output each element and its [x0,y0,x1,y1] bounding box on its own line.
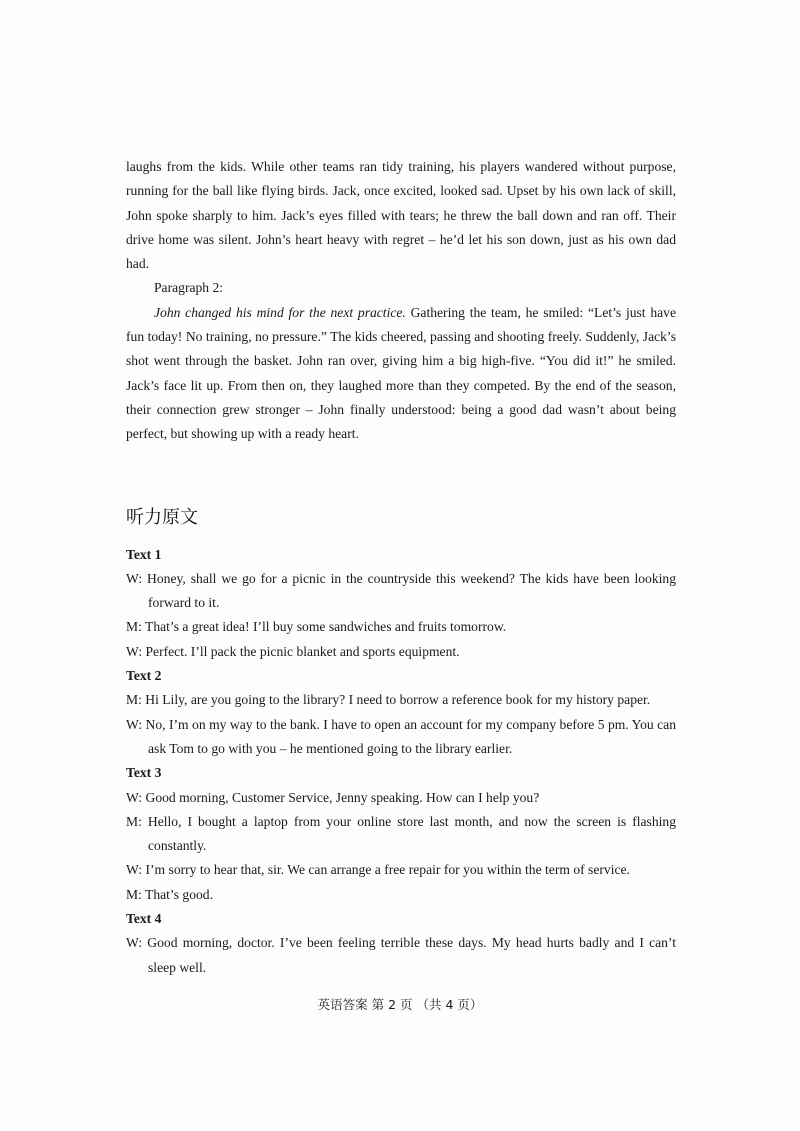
dialogue-line: W: Good morning, doctor. I’ve been feeling terrible these days. My head hurts badly and I can’t sleep well. [126,935,676,975]
paragraph-2-label: Paragraph 2: [154,280,224,296]
text-4-heading: Text 4 [126,911,162,927]
dialogue-line: W: Honey, shall we go for a picnic in the countryside this weekend? The kids have been looking forward to it. [126,570,676,611]
page-content [126,155,676,980]
dialogue-line: M: That’s good. [126,886,213,902]
dialogue-line: W: I’m sorry to hear that, sir. We can arrange a free repair for you within the term of service. [126,862,630,878]
paragraph-2-body [126,301,676,447]
paragraph-2-lead-sentence: John changed his mind for the next practice. [154,304,406,320]
dialogue-line: M: Hello, I bought a laptop from your online store last month, and now the screen is flashing constantly. [126,813,676,854]
dialogue-line: M: Hi Lily, are you going to the library? I need to borrow a reference book for my history paper. [126,692,651,708]
paragraph-2-rest: Gathering the team, he smiled: “Let’s just have fun today! No training, no pressure.” The kids cheered, passing and shooting freely. Suddenly, Jack’s shot went through the basket. John ran over, giving him a big high-five. “You did it!” he smiled. Jack’s face lit up. From then on, they laughed more than they competed. By the end of the season, their connection grew stronger – John finally understood: being a good dad wasn’t about being perfect, but showing up with a ready heart. [126,304,676,442]
page-footer: 英语答案 第 2 页 （共 4 页） [317,997,483,1012]
text-3-heading: Text 3 [126,765,162,781]
listening-section-title: 听力原文 [126,506,198,528]
text-2-heading: Text 2 [126,668,162,684]
paragraph-1-continuation: laughs from the kids. While other teams ran tidy training, his players wandered without purpose, running for the ball like flying birds. Jack, once excited, looked sad. Upset by his own lack of skill, John spoke sharply to him. Jack’s eyes filled with tears; he threw the ball down and ran off. Their drive home was silent. John’s heart heavy with regret – he’d let his son down, just as his own dad had. [126,159,676,272]
dialogue-line: W: Good morning, Customer Service, Jenny speaking. How can I help you? [126,789,540,805]
text-1-heading: Text 1 [126,546,162,562]
dialogue-line: W: Perfect. I’ll pack the picnic blanket and sports equipment. [126,643,460,659]
dialogue-line: W: No, I’m on my way to the bank. I have to open an account for my company before 5 pm. You can ask Tom to go with you – he mentioned going to the library earlier. [126,716,676,756]
dialogue-line: M: That’s a great idea! I’ll buy some sandwiches and fruits tomorrow. [126,619,507,635]
